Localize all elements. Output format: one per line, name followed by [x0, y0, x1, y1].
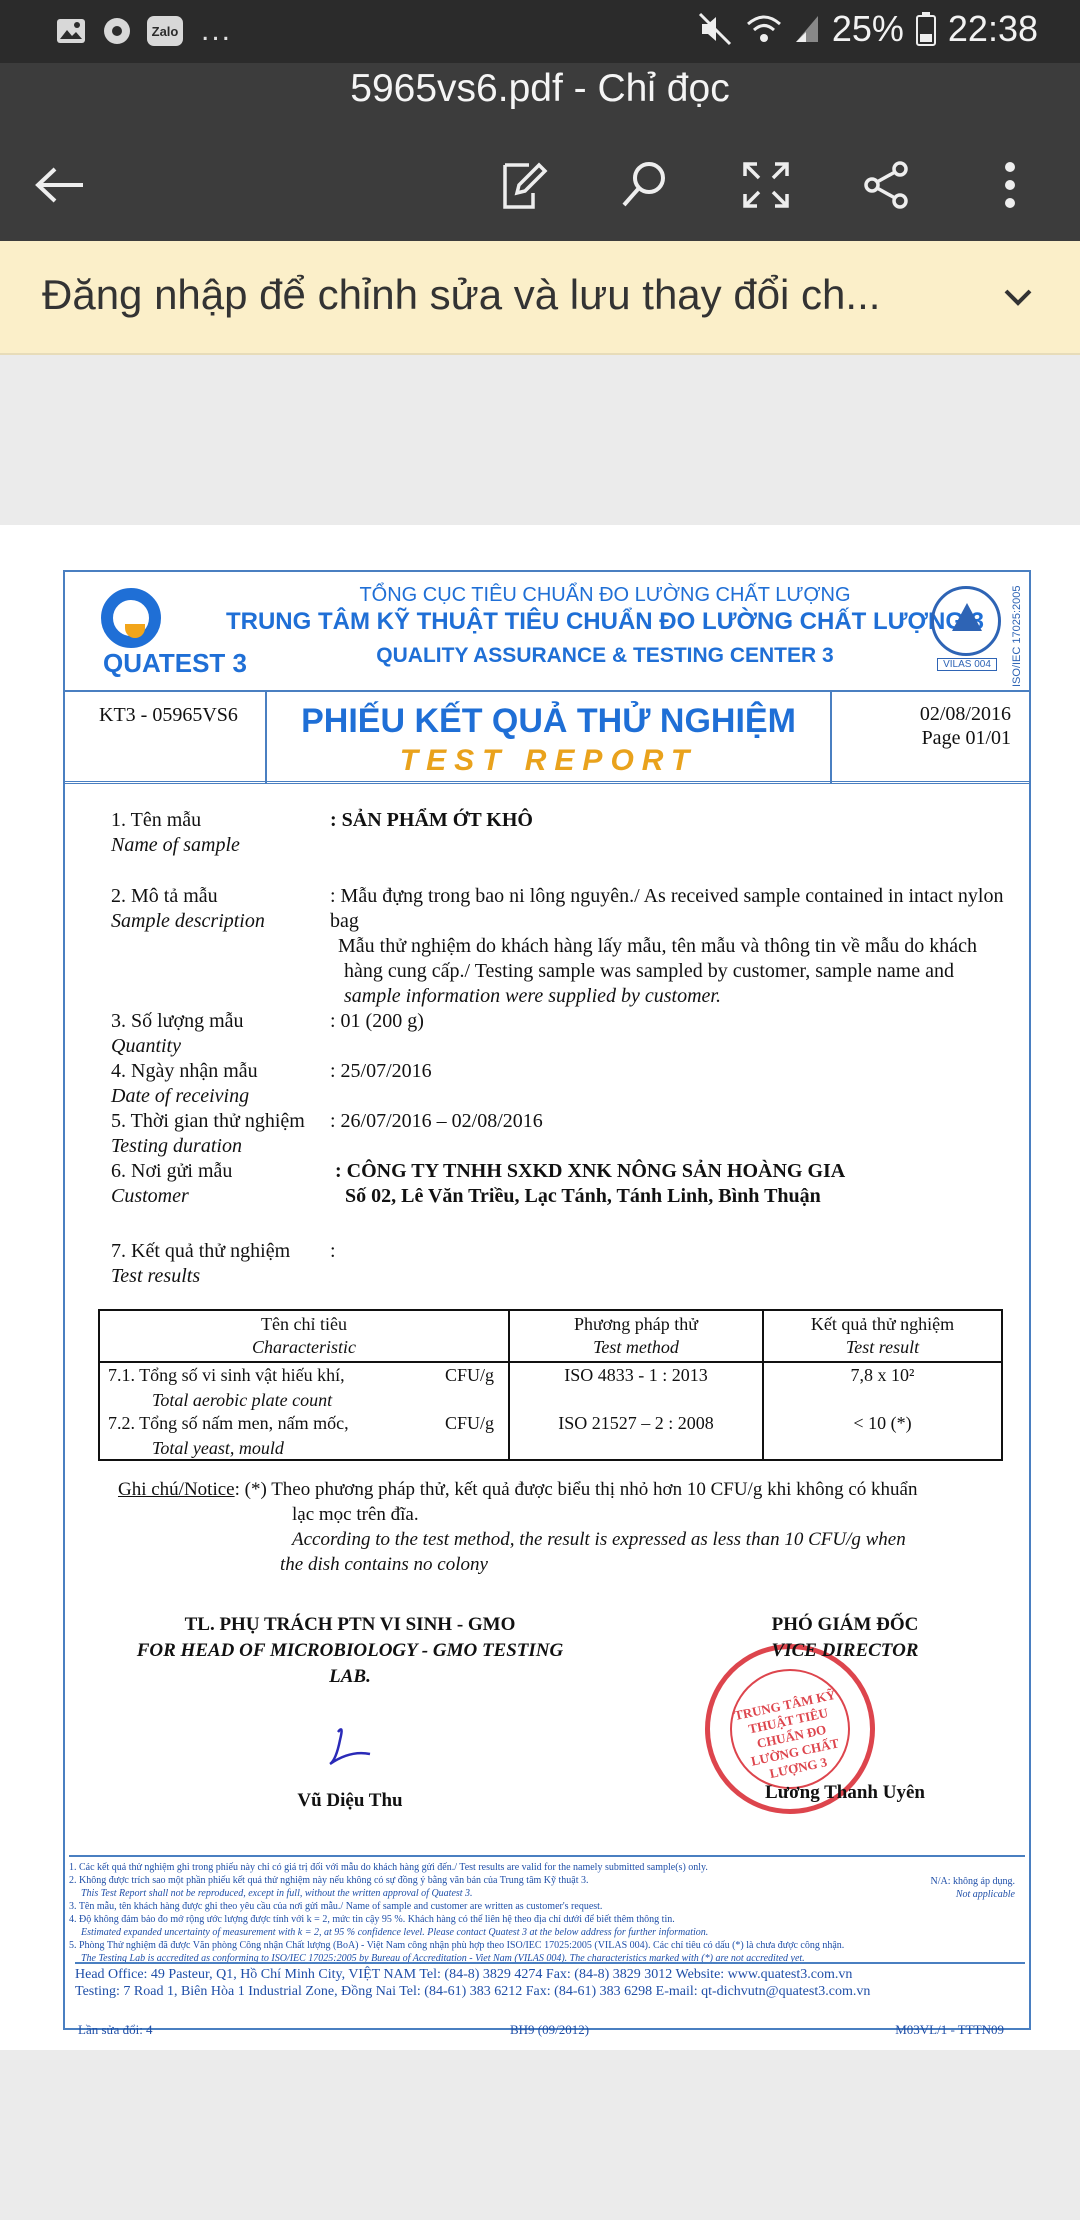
field-2-value: : Mẫu đựng trong bao ni lông nguyên./ As received sample contained in intact nylon bag Mẫu thử nghiệm do khách hàng lấy mẫu, tên mẫu và thông tin về mẫu do khách hàng cung cấp./ Testing sample was sampled by customer, sample name and sample information were supplied by customer. [330, 885, 1004, 1007]
report-title-row [65, 692, 1029, 784]
row-1-method: ISO 4833 - 1 : 2013 [564, 1365, 708, 1385]
iso-label: ISO/IEC 17025:2005 [1011, 585, 1023, 687]
notice: Ghi chú/Notice: (*) Theo phương pháp thử, kết quả được biểu thị nhỏ hơn 10 CFU/g khi không có khuẩn lạc mọc trên đĩa. According to the test method, the result is expressed as less than 10 CFU/g when the dish contains no colony [118, 1479, 918, 1575]
field-2-label: 2. Mô tả mẫu Sample description [111, 885, 265, 932]
document-title: 5965vs6.pdf - Chỉ đọc [350, 67, 730, 110]
logo-text: QUATEST 3 [103, 648, 247, 678]
edit-document-icon [499, 159, 549, 211]
row-1-unit: CFU/g [445, 1365, 495, 1385]
report-code: KT3 - 05965VS6 [99, 704, 238, 726]
fullscreen-button[interactable] [734, 153, 798, 217]
vilas-label: VILAS 004 [937, 658, 997, 671]
sign-in-banner-text: Đăng nhập để chỉnh sửa và lưu thay đổi ch... [42, 271, 881, 318]
sign-in-banner[interactable] [0, 241, 1080, 355]
field-4-label: 4. Ngày nhận mẫu Date of receiving [111, 1060, 258, 1107]
accreditation-seal-icon [931, 586, 1001, 656]
signature-mark-icon [310, 1720, 390, 1780]
more-options-button[interactable] [978, 153, 1042, 217]
footnotes: 1. Các kết quả thử nghiệm ghi trong phiếu này chỉ có giá trị đối với mẫu do khách hàng gửi đến./ Test results are valid for the namely submitted sample(s) only. 2. Không được trích sao một phần phiếu kết quả thử nghiệm này nếu không có sự đồng ý bằng văn bản của Trung tâm Kỹ thuật 3. This Test Report shall not be reproduced, except in full, without the written approval of Quatest 3. 3. Tên mẫu, tên khách hàng được ghi theo yêu cầu của nơi gửi mẫu./ Name of sample and customer are written as customer's request. 4. Độ không đảm bảo đo mở rộng ước lượng được tính với k = 2, mức tin cậy 95 %. Khách hàng có thể liên hệ theo địa chỉ dưới để biết thêm thông tin. Estimated expanded uncertainty of measurement with k = 2, at 95 % confidence level. Please contact Quatest 3 at the below address for further information. 5. Phòng Thử nghiệm đã được Văn phòng Công nhận Chất lượng (BoA) - Việt Nam công nhận phù hợp theo ISO/IEC 17025:2005 (VILAS 004). Các chỉ tiêu có dấu (*) là chưa được công nhận. The Testing Lab is accredited as conforming to ISO/IEC 17025:2005 by Bureau of Accreditation - Viet Nam (VILAS 004). The characteristics marked with (*) are not accredited yet. N/A: không áp dụng. Not applicable [69, 1855, 1025, 1965]
test-report-document [63, 570, 1031, 2030]
battery-icon [916, 12, 936, 46]
org-line-1: TỔNG CỤC TIÊU CHUẨN ĐO LƯỜNG CHẤT LƯỢNG [359, 584, 851, 606]
row-2-unit: CFU/g [445, 1413, 495, 1433]
back-arrow-icon [33, 165, 87, 205]
search-button[interactable] [612, 153, 676, 217]
row-1-result: 7,8 x 10² [850, 1365, 915, 1385]
table-row: 7.2. Tổng số nấm men, nấm mốc, Total yeast, mould [108, 1413, 349, 1458]
report-title: PHIẾU KẾT QUẢ THỬ NGHIỆM [301, 702, 796, 740]
app-bar [0, 63, 1080, 241]
col-result: Kết quả thử nghiệm Test result [810, 1314, 955, 1357]
clock: 22:38 [947, 8, 1038, 49]
org-line-2: TRUNG TÂM KỸ THUẬT TIÊU CHUẨN ĐO LƯỜNG CHẤT LƯỢNG 3 [225, 608, 985, 635]
expand-banner-button[interactable] [994, 279, 1042, 319]
signature-left: TL. PHỤ TRÁCH PTN VI SINH - GMO FOR HEAD OF MICROBIOLOGY - GMO TESTING LAB. Vũ Diệu Thu [136, 1614, 564, 1811]
report-header [65, 572, 1029, 692]
field-3-value: : 01 (200 g) [330, 1010, 424, 1032]
signature-right: PHÓ GIÁM ĐỐC VICE DIRECTOR Lương Thanh Uyên [765, 1614, 925, 1803]
back-button[interactable] [28, 153, 92, 217]
field-5-value: : 26/07/2016 – 02/08/2016 [330, 1110, 543, 1132]
row-2-result: < 10 (*) [853, 1413, 912, 1433]
pdf-page[interactable]: QUATEST 3 TỔNG CỤC TIÊU CHUẨN ĐO LƯỜNG CHẤT LƯỢNG TRUNG TÂM KỸ THUẬT TIÊU CHUẨN ĐO LƯỜNG CHẤT LƯỢNG 3 QUALITY ASSURANCE & TESTING CENTER 3 VILAS 004 ISO/IEC 17025:2005 KT3 - 05965VS6 PHIẾU KẾT QUẢ THỬ NGHIỆM TEST REPORT 02/08/2016 Page 01/01 1. Tên mẫu Name of sample : SẢN PHẨM ỚT KHÔ 2. Mô tả mẫu Sample description : Mẫu đựng trong bao ni lông nguyên./ As received sample contained in intact nylon bag Mẫu thử nghiệm do khách hàng lấy mẫu, tên mẫu và thông tin về mẫu do khách hàng cung cấp./ Testing sample was sampled by customer, sample name and sample information were supplied by customer. 3. Số lượng mẫu Quantity : 01 (200 g) 4. Ngày nhận mẫu Date of receiving : 25/07/2016 5. Thời gian thử nghiệm Testing duration : 26/07/2016 – 02/08/2016 6. Nơi gửi mẫu Customer : CÔNG TY TNHH SXKD XNK NÔNG SẢN HOÀNG GIA Số 02, Lê Văn Triều, Lạc Tánh, Tánh Linh, Bình Thuận 7. Kết quả thử nghiệm Test results : Tên chỉ tiêu Characteristic Phương pháp thử Test method Kết quả thử nghiệm Test result 7.1. Tổng số vi sinh vật hiếu khí, Total aerobic plate count CFU/g ISO 4833 - 1 : 2013 7,8 x 10² 7.2. Tổng số nấm men, nấm mốc, Total yeast, mould CFU/g ISO 21527 – 2 : 2008 < 10 (*) Ghi chú/Notice: (*) Theo phương pháp thử, kết quả được biểu thị nhỏ hơn 10 CFU/g khi không có khuẩn lạc mọc trên đĩa. According to the test method, the result is expressed as less than 10 CFU/g when the dish contains no colony TL. PHỤ TRÁCH PTN VI SINH - GMO FOR HEAD OF MICROBIOLOGY - GMO TESTING LAB. Vũ Diệu Thu TRUNG TÂM KỸ THUẬT TIÊU CHUẨN ĐO LƯỜNG CHẤT LƯỢNG 3 PHÓ GIÁM ĐỐC VICE DIRECTOR Lương Thanh Uyên 1. Các kết quả thử nghiệm ghi trong phiếu này chỉ có giá trị đối với mẫu do khách hàng gửi đến./ Test results are valid for the namely submitted sample(s) only. 2. Không được trích sao một phần phiếu kết quả thử nghiệm này nếu không có sự đồng ý bằng văn bản của Trung tâm Kỹ thuật 3. This Test Report shall not be reproduced, except in full, without the written approval of Quatest 3. 3. Tên mẫu, tên khách hàng được ghi theo yêu cầu của nơi gửi mẫu./ Name of sample and customer are written as customer's request. 4. Độ không đảm bảo đo mở rộng ước lượng được tính với k = 2, mức tin cậy 95 %. Khách hàng có thể liên hệ theo địa chỉ dưới để biết thêm thông tin. Estimated expanded uncertainty of measurement with k = 2, at 95 % confidence level. Please contact Quatest 3 at the below address for further information. 5. Phòng Thử nghiệm đã được Văn phòng Công nhận Chất lượng (BoA) - Việt Nam công nhận phù hợp theo ISO/IEC 17025:2005 (VILAS 004). Các chỉ tiêu có dấu (*) là chưa được công nhận. The Testing Lab is accredited as conforming to ISO/IEC 17025:2005 by Bureau of Accreditation - Viet Nam (VILAS 004). The characteristics marked with (*) are not accredited yet. N/A: không áp dụng. Not applicable Head Office: 49 Pasteur, Q1, Hồ Chí Minh City, VIỆT NAM Tel: (84-8) 3829 4274 Fax: (84-8) 3829 3012 Website: www.quatest3.com.vn Testing: 7 Road 1, Biên Hòa 1 Industrial Zone, Đồng Nai Tel: (84-61) 383 6212 Fax: (84-61) 383 6298 E-mail: qt-dichvutn@quatest3.com.vn Lần sửa đổi: 4 BH9 (09/2012) M03VL/1 - TTTN09 [0, 525, 1080, 2050]
address-block: Head Office: 49 Pasteur, Q1, Hồ Chí Minh City, VIỆT NAM Tel: (84-8) 3829 4274 Fax: (84-8) 3829 3012 Website: www.quatest3.com.vn Testing: 7 Road 1, Biên Hòa 1 Industrial Zone, Đồng Nai Tel: (84-61) 383 6212 Fax: (84-61) 383 6298 E-mail: qt-dichvutn@quatest3.com.vn [75, 1962, 1025, 2000]
chevron-down-icon [994, 279, 1042, 319]
col-characteristic: Tên chỉ tiêu Characteristic [252, 1314, 356, 1357]
more-vertical-icon [1003, 161, 1017, 209]
more-notifications: ... [201, 14, 233, 47]
org-line-3: QUALITY ASSURANCE & TESTING CENTER 3 [376, 644, 834, 667]
wifi-icon [746, 14, 782, 44]
field-6-label: 6. Nơi gửi mẫu Customer [111, 1160, 233, 1207]
search-icon [619, 160, 669, 210]
results-table [98, 1309, 1003, 1461]
report-subtitle: TEST REPORT [399, 744, 698, 777]
field-5-label: 5. Thời gian thử nghiệm Testing duration [111, 1110, 305, 1157]
field-4-value: : 25/07/2016 [330, 1060, 432, 1082]
official-stamp: TRUNG TÂM KỸ THUẬT TIÊU CHUẨN ĐO LƯỜNG CHẤT LƯỢNG 3 [689, 1628, 891, 1830]
quatest-logo-icon [101, 588, 161, 648]
report-date: 02/08/2016 Page 01/01 [919, 703, 1011, 749]
col-method: Phương pháp thử Test method [573, 1314, 699, 1357]
row-2-method: ISO 21527 – 2 : 2008 [558, 1413, 714, 1433]
gallery-icon [55, 15, 87, 47]
share-icon [860, 159, 912, 211]
field-7-label: 7. Kết quả thử nghiệm Test results [111, 1240, 291, 1287]
field-3-label: 3. Số lượng mẫu Quantity [111, 1010, 244, 1057]
mute-icon [698, 12, 734, 46]
field-6-value: : CÔNG TY TNHH SXKD XNK NÔNG SẢN HOÀNG GIA Số 02, Lê Văn Triều, Lạc Tánh, Tánh Linh, Bình Thuận [335, 1160, 846, 1207]
field-1-label: 1. Tên mẫu Name of sample [111, 809, 240, 856]
table-row: 7.1. Tổng số vi sinh vật hiếu khí, Total aerobic plate count [108, 1365, 345, 1410]
field-1-value: : SẢN PHẨM ỚT KHÔ [330, 809, 533, 831]
signal-icon [794, 14, 820, 44]
status-bar [0, 0, 1080, 63]
zalo-icon: Zalo [147, 16, 183, 46]
expand-icon [741, 160, 791, 210]
battery-percent: 25% [831, 8, 904, 49]
share-button[interactable] [854, 153, 918, 217]
chrome-icon [101, 15, 133, 47]
edit-button[interactable] [492, 153, 556, 217]
field-7-value: : [330, 1240, 336, 1262]
